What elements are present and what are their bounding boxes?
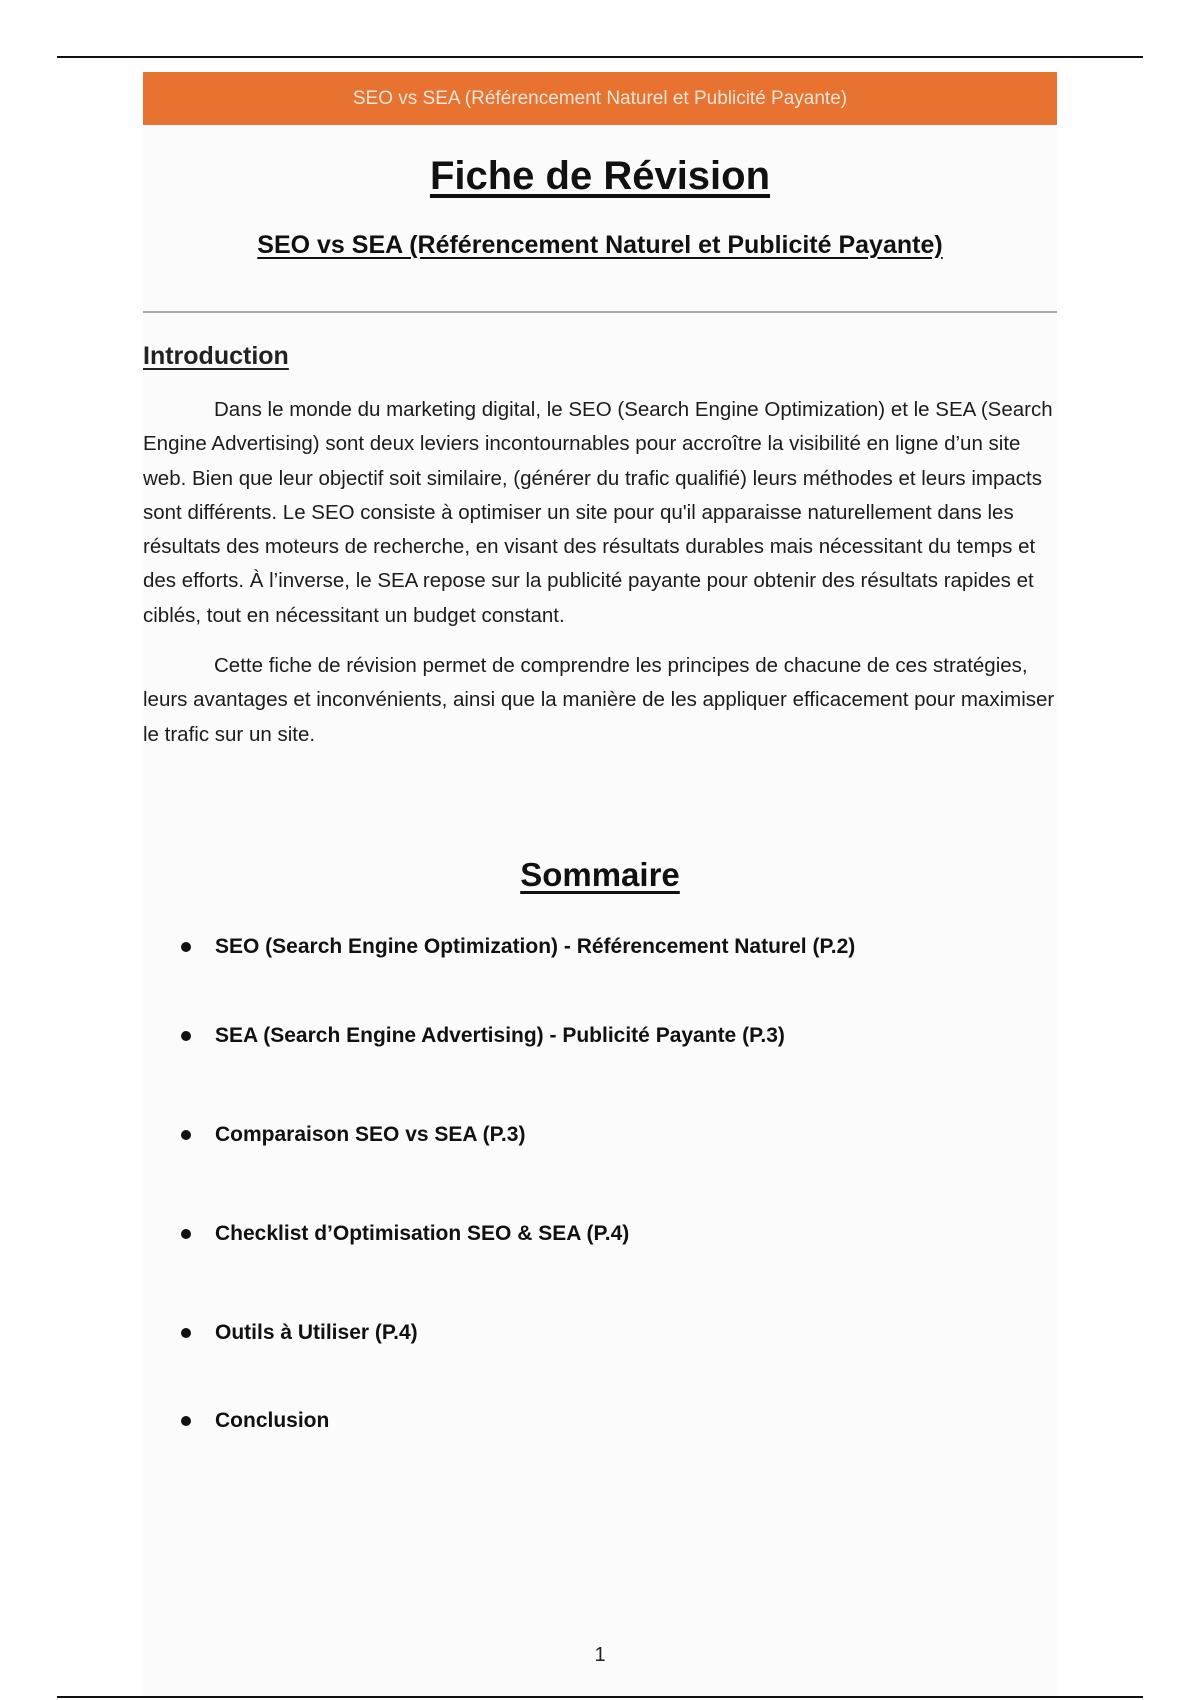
sommaire-item-label: Conclusion: [215, 1409, 330, 1432]
document-page: [143, 72, 1057, 1696]
top-page-rule: [57, 56, 1143, 58]
sommaire-item-label: SEA (Search Engine Advertising) - Publicité Payante (P.3): [215, 1024, 785, 1047]
document-title: Fiche de Révision: [429, 154, 771, 198]
bullet-icon: [181, 1416, 191, 1426]
sommaire-item-label: SEO (Search Engine Optimization) - Référencement Naturel (P.2): [215, 935, 856, 958]
bottom-page-rule: [57, 1696, 1143, 1698]
bullet-icon: [181, 1229, 191, 1239]
bullet-icon: [181, 1031, 191, 1041]
introduction-paragraph: Cette fiche de révision permet de comprendre les principes de chacune de ces stratégies, leurs avantages et inconvénients, ainsi que la manière de les appliquer efficacement pour maximiser le trafic sur un site.: [143, 654, 1055, 746]
sommaire-item: [215, 934, 855, 960]
bullet-icon: [181, 942, 191, 952]
introduction-heading: Introduction: [143, 342, 289, 370]
sommaire-item: [215, 1122, 525, 1148]
sommaire-item-label: Checklist d’Optimisation SEO & SEA (P.4): [215, 1222, 630, 1245]
sommaire-item: [215, 1023, 785, 1049]
introduction-paragraph: Dans le monde du marketing digital, le SEO (Search Engine Optimization) et le SEA (Search Engine Advertising) sont deux leviers incontournables pour accroître la visibilité en ligne d’un site web. Bien que leur objectif soit similaire, (générer du trafic qualifié) leurs méthodes et leurs impacts sont différents. Le SEO consiste à optimiser un site pour qu'il apparaisse naturellement dans les résultats des moteurs de recherche, en visant des résultats durables mais nécessitant du temps et des efforts. À l’inverse, le SEA repose sur la publicité payante pour obtenir des résultats rapides et ciblés, tout en nécessitant un budget constant.: [143, 398, 1053, 627]
sommaire-item: [215, 1221, 629, 1247]
sommaire-title: Sommaire: [520, 856, 680, 893]
introduction-body: [143, 393, 1057, 768]
sommaire-item-label: Comparaison SEO vs SEA (P.3): [215, 1123, 526, 1146]
bullet-icon: [181, 1328, 191, 1338]
document-subtitle: SEO vs SEA (Référencement Naturel et Publicité Payante): [257, 231, 943, 259]
page-number: 1: [594, 1644, 606, 1666]
bullet-icon: [181, 1130, 191, 1140]
sommaire-item-label: Outils à Utiliser (P.4): [215, 1321, 418, 1344]
sommaire-item: [215, 1320, 418, 1346]
sommaire-item: [215, 1408, 329, 1434]
header-banner: SEO vs SEA (Référencement Naturel et Publicité Payante): [143, 72, 1057, 125]
title-divider: [143, 311, 1057, 313]
